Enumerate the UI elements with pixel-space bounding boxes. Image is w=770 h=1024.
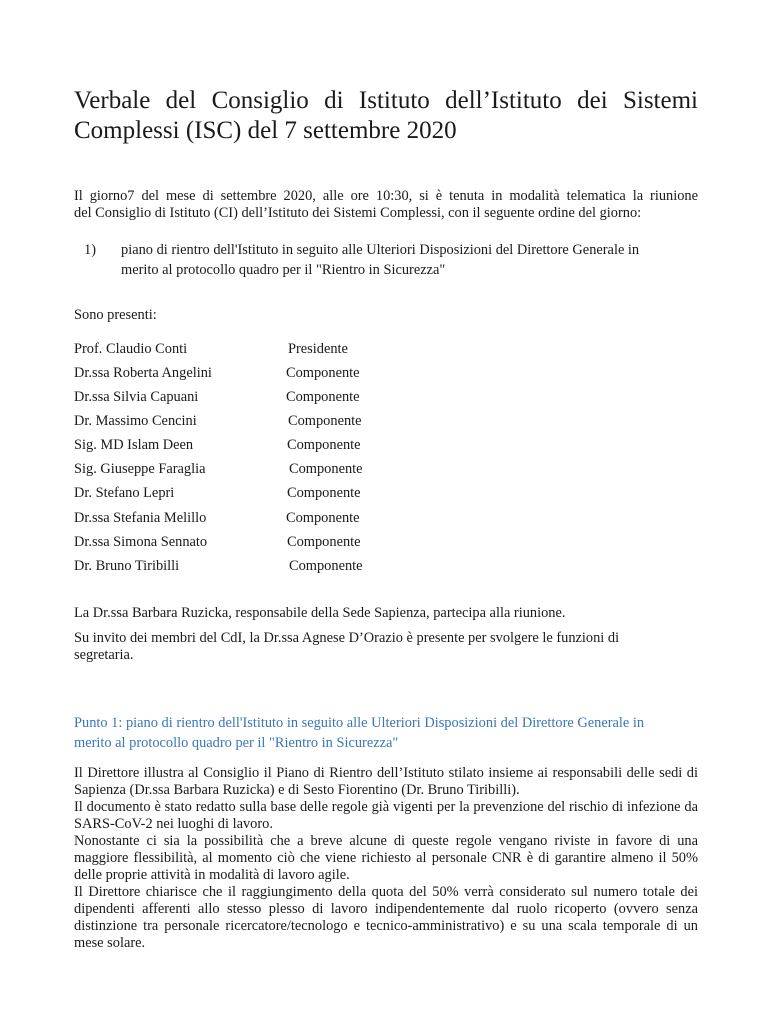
- title-line-1: Verbale del Consiglio di Istituto dell’Istituto dei Sistemi: [74, 87, 698, 114]
- title-line-2: Complessi (ISC) del 7 settembre 2020: [74, 117, 457, 144]
- intro-line-1: Il giorno7 del mese di settembre 2020, alle ore 10:30, si è tenuta in modalità telematica la riunione: [74, 188, 698, 204]
- member-row: [74, 485, 474, 505]
- member-row: [74, 437, 474, 457]
- member-name: Prof. Claudio Conti: [74, 341, 188, 357]
- section-body: [74, 765, 698, 952]
- sapienza-note: La Dr.ssa Barbara Ruzicka, responsabile della Sede Sapienza, partecipa alla riunione.: [74, 605, 566, 621]
- member-name: Dr.ssa Stefania Melillo: [74, 510, 207, 526]
- member-role: Componente: [286, 510, 360, 526]
- agenda-item-line-2: merito al protocollo quadro per il "Rientro in Sicurezza": [121, 262, 446, 278]
- member-role: Componente: [286, 389, 360, 405]
- agenda-item-text: [121, 240, 701, 280]
- member-name: Dr. Stefano Lepri: [74, 485, 175, 501]
- present-label: Sono presenti:: [74, 307, 157, 323]
- member-role: Componente: [289, 558, 363, 574]
- member-role: Componente: [287, 485, 361, 501]
- member-name: Dr.ssa Silvia Capuani: [74, 389, 199, 405]
- member-row: [74, 510, 474, 530]
- body-paragraph: Nonostante ci sia la possibilità che a breve alcune di queste regole vengano riviste in favore di una maggiore flessibilità, al momento ciò che viene richiesto al personale CNR è di garantire almeno il 50% delle proprie attività in modalità di lavoro agile.: [74, 833, 698, 883]
- document-title: [74, 86, 698, 146]
- intro-paragraph: [74, 188, 698, 222]
- member-row: [74, 534, 474, 554]
- member-row: [74, 365, 474, 385]
- agenda-item-line-1: piano di rientro dell'Istituto in seguito alle Ulteriori Disposizioni del Direttore Generale in: [121, 242, 640, 258]
- member-name: Dr. Bruno Tiribilli: [74, 558, 180, 574]
- member-role: Componente: [286, 365, 360, 381]
- member-row: [74, 341, 474, 361]
- member-name: Sig. MD Islam Deen: [74, 437, 194, 453]
- secretary-note: [74, 630, 698, 664]
- section-heading: [74, 713, 698, 753]
- member-name: Dr. Massimo Cencini: [74, 413, 197, 429]
- body-paragraph: Il Direttore chiarisce che il raggiungimento della quota del 50% verrà considerato sul numero totale dei dipendenti afferenti allo stesso plesso di lavoro indipendentemente dal ruolo ricoperto (ovvero senza distinzione tra personale ricercatore/tecnologo e tecnico-amministrativo) e su una scala temporale di un mese solare.: [74, 884, 698, 951]
- member-row: [74, 558, 474, 578]
- member-name: Sig. Giuseppe Faraglia: [74, 461, 206, 477]
- intro-line-2: del Consiglio di Istituto (CI) dell’Istituto dei Sistemi Complessi, con il seguente ordine del giorno:: [74, 205, 642, 221]
- member-row: [74, 389, 474, 409]
- member-role: Presidente: [288, 341, 348, 357]
- agenda-item-number: 1): [84, 242, 96, 258]
- member-name: Dr.ssa Roberta Angelini: [74, 365, 212, 381]
- section-heading-line-1: Punto 1: piano di rientro dell'Istituto in seguito alle Ulteriori Disposizioni del Direttore Generale in: [74, 715, 645, 731]
- secretary-note-line-1: Su invito dei membri del CdI, la Dr.ssa Agnese D’Orazio è presente per svolgere le funzioni di: [74, 630, 620, 646]
- member-role: Componente: [287, 437, 361, 453]
- body-paragraph: Il Direttore illustra al Consiglio il Piano di Rientro dell’Istituto stilato insieme ai responsabili delle sedi di Sapienza (Dr.ssa Barbara Ruzicka) e di Sesto Fiorentino (Dr. Bruno Tiribilli).: [74, 765, 698, 798]
- member-row: [74, 461, 474, 481]
- member-name: Dr.ssa Simona Sennato: [74, 534, 208, 550]
- member-row: [74, 413, 474, 433]
- body-paragraph: Il documento è stato redatto sulla base delle regole già vigenti per la prevenzione del rischio di infezione da SARS-CoV-2 nei luoghi di lavoro.: [74, 799, 698, 832]
- member-role: Componente: [288, 413, 362, 429]
- secretary-note-line-2: segretaria.: [74, 647, 134, 663]
- member-role: Componente: [289, 461, 363, 477]
- section-heading-line-2: merito al protocollo quadro per il "Rientro in Sicurezza": [74, 735, 399, 751]
- member-role: Componente: [287, 534, 361, 550]
